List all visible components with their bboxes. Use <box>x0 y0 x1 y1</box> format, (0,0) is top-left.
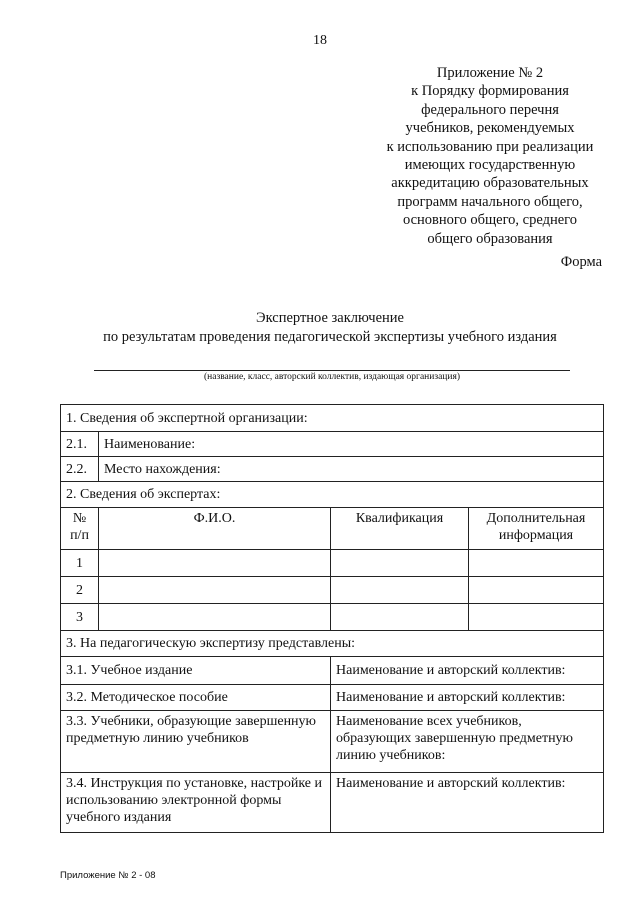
appendix-line: аккредитацию образовательных <box>391 175 589 192</box>
expert-row-number: 2 <box>61 577 99 604</box>
org-name-label: Наименование: <box>99 432 604 457</box>
submission-item-label: 3.3. Учебники, образующие завершенную предметную линию учебников <box>61 711 331 773</box>
table-header-row <box>61 508 604 550</box>
expert-fio-cell <box>99 577 331 604</box>
table-row <box>61 577 604 604</box>
expert-qualification-cell <box>331 604 469 631</box>
appendix-header <box>360 64 620 248</box>
table-row <box>61 432 604 457</box>
table-row <box>61 685 604 711</box>
submission-item-field: Наименование и авторский коллектив: <box>331 657 604 685</box>
expert-fio-cell <box>99 604 331 631</box>
table-row <box>61 482 604 508</box>
submission-item-field: Наименование и авторский коллектив: <box>331 685 604 711</box>
expert-table <box>60 404 604 833</box>
expert-fio-cell <box>99 550 331 577</box>
section3-heading: 3. На педагогическую экспертизу представлены: <box>61 631 604 657</box>
submission-item-label: 3.4. Инструкция по установке, настройке и использованию электронной формы учебного издания <box>61 773 331 833</box>
column-header-number: № п/п <box>61 508 99 550</box>
title-line-2: по результатам проведения педагогической экспертизы учебного издания <box>103 329 557 345</box>
footer-note: Приложение № 2 - 08 <box>60 870 156 881</box>
row-number: 2.2. <box>61 457 99 482</box>
org-location-label: Место нахождения: <box>99 457 604 482</box>
appendix-line: имеющих государственную <box>404 157 576 174</box>
column-header-qualification: Квалификация <box>331 508 469 550</box>
submission-item-field: Наименование и авторский коллектив: <box>331 773 604 833</box>
section1-heading: 1. Сведения об экспертной организации: <box>61 405 604 432</box>
page-number: 18 <box>313 33 327 48</box>
expert-qualification-cell <box>331 577 469 604</box>
table-row <box>61 457 604 482</box>
expert-info-cell <box>469 550 604 577</box>
table-row <box>61 711 604 773</box>
publication-name-caption: (название, класс, авторский коллектив, издающая организация) <box>203 372 460 382</box>
appendix-line: основного общего, среднего <box>402 212 578 229</box>
expert-row-number: 3 <box>61 604 99 631</box>
submission-item-field: Наименование всех учебников, образующих завершенную предметную линию учебников: <box>331 711 604 773</box>
column-header-info: Дополнительная информация <box>469 508 604 550</box>
table-row <box>61 604 604 631</box>
table-row <box>61 773 604 833</box>
submission-item-label: 3.2. Методическое пособие <box>61 685 331 711</box>
column-header-fio: Ф.И.О. <box>99 508 331 550</box>
form-label: Форма <box>560 254 602 270</box>
submission-item-label: 3.1. Учебное издание <box>61 657 331 685</box>
table-row <box>61 657 604 685</box>
appendix-line: учебников, рекомендуемых <box>405 120 575 137</box>
appendix-line: федерального перечня <box>421 101 559 118</box>
expert-qualification-cell <box>331 550 469 577</box>
table-row <box>61 631 604 657</box>
section2-heading: 2. Сведения об экспертах: <box>61 482 604 508</box>
title-line-1: Экспертное заключение <box>256 310 404 326</box>
expert-row-number: 1 <box>61 550 99 577</box>
expert-info-cell <box>469 604 604 631</box>
appendix-line: программ начального общего, <box>397 193 583 210</box>
document-title <box>0 309 640 347</box>
expert-info-cell <box>469 577 604 604</box>
appendix-line: общего образования <box>427 230 553 247</box>
appendix-line: к использованию при реализации <box>386 138 594 155</box>
publication-name-line <box>94 370 570 371</box>
table-row <box>61 550 604 577</box>
row-number: 2.1. <box>61 432 99 457</box>
appendix-line: Приложение № 2 <box>436 65 544 81</box>
table-row <box>61 405 604 432</box>
appendix-line: к Порядку формирования <box>411 83 569 100</box>
